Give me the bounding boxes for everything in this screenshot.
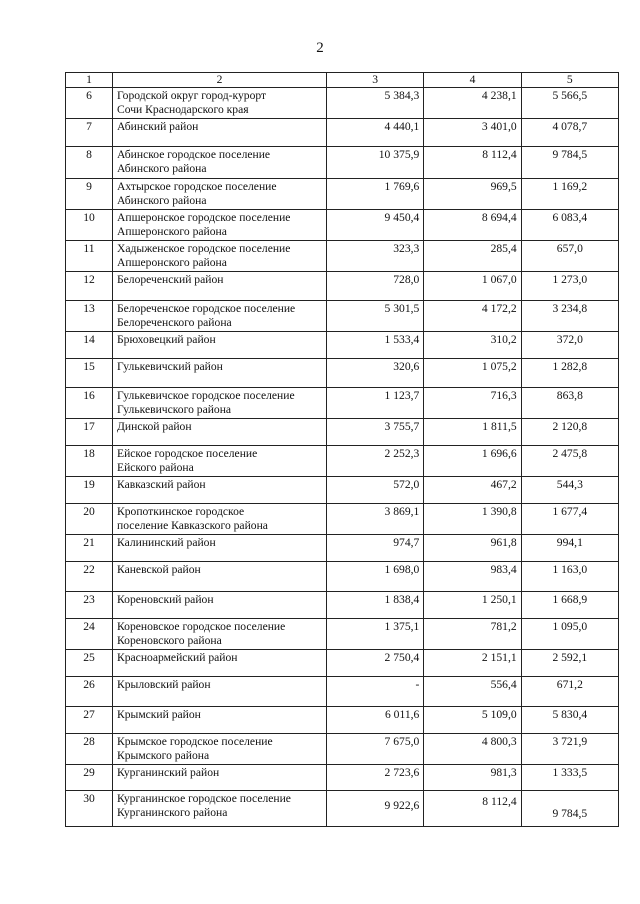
row-value-col4: 969,5 <box>490 180 517 193</box>
table-row <box>66 301 619 332</box>
table-row <box>66 359 619 388</box>
row-value-col4: 5 109,0 <box>481 708 517 721</box>
row-value-col5: 6 083,4 <box>552 211 588 224</box>
header-col-1: 1 <box>66 73 113 88</box>
row-value-col3: 1 838,4 <box>384 593 420 606</box>
row-value-col3: 7 675,0 <box>384 735 420 748</box>
row-value-col4: 467,2 <box>490 478 517 491</box>
table-row <box>66 707 619 734</box>
row-value-col3: 1 123,7 <box>384 389 420 402</box>
row-name: Белореченский район <box>117 273 224 286</box>
table-row <box>66 147 619 179</box>
row-name: Брюховецкий район <box>117 333 216 346</box>
row-number: 17 <box>83 420 95 433</box>
row-value-col3: 2 252,3 <box>384 447 420 460</box>
row-name: Крыловский район <box>117 678 211 691</box>
row-value-col5: 5 830,4 <box>552 708 588 721</box>
row-value-col5: 1 273,0 <box>552 273 588 286</box>
row-value-col3: 1 698,0 <box>384 563 420 576</box>
row-value-col4: 2 151,1 <box>481 651 517 664</box>
table-row <box>66 446 619 477</box>
row-value-col3: 6 011,6 <box>384 708 420 721</box>
row-value-col5: 994,1 <box>556 536 583 549</box>
row-value-col3: 9 450,4 <box>384 211 420 224</box>
row-value-col3: 1 375,1 <box>384 620 420 633</box>
table-row <box>66 88 619 119</box>
table-row <box>66 272 619 301</box>
row-number: 10 <box>83 211 95 224</box>
table-row <box>66 535 619 562</box>
row-name: Абинский район <box>117 120 199 133</box>
row-value-col4: 4 238,1 <box>481 89 517 102</box>
row-name: Абинское городское поселение Абинского района <box>117 148 271 175</box>
row-value-col4: 1 696,6 <box>481 447 517 460</box>
row-value-col3: 1 533,4 <box>384 333 420 346</box>
row-value-col4: 3 401,0 <box>481 120 517 133</box>
row-value-col4: 285,4 <box>490 242 517 255</box>
row-name: Ахтырское городское поселение Абинского района <box>117 180 277 207</box>
row-value-col5: 2 592,1 <box>552 651 588 664</box>
row-number: 19 <box>83 478 95 491</box>
row-value-col3: 2 750,4 <box>384 651 420 664</box>
row-name: Хадыженское городское поселение Апшеронского района <box>117 242 291 269</box>
row-value-col3: 1 769,6 <box>384 180 420 193</box>
row-value-col4: 4 800,3 <box>481 735 517 748</box>
table-header-row <box>66 73 619 88</box>
row-value-col4: 556,4 <box>490 678 517 691</box>
row-value-col4: 1 250,1 <box>481 593 517 606</box>
row-name: Калининский район <box>117 536 216 549</box>
row-value-col3: 320,6 <box>393 360 420 373</box>
row-value-col5: 9 784,5 <box>552 148 588 161</box>
row-value-col4: 983,4 <box>490 563 517 576</box>
row-value-col4: 4 172,2 <box>481 302 517 315</box>
row-value-col3: 5 301,5 <box>384 302 420 315</box>
row-value-col3: 4 440,1 <box>384 120 420 133</box>
row-number: 15 <box>83 360 95 373</box>
row-value-col3: 974,7 <box>393 536 420 549</box>
data-table <box>65 72 619 827</box>
row-name: Кропоткинское городское поселение Кавказского района <box>117 505 268 532</box>
row-number: 23 <box>83 593 95 606</box>
row-value-col3: 3 755,7 <box>384 420 420 433</box>
row-value-col4: 981,3 <box>490 766 517 779</box>
row-name: Красноармейский район <box>117 651 238 664</box>
table-body <box>66 73 619 827</box>
row-value-col5: 9 784,5 <box>552 807 588 820</box>
row-value-col5: 2 120,8 <box>552 420 588 433</box>
table-row <box>66 504 619 535</box>
table-row <box>66 650 619 677</box>
row-value-col4: 1 811,5 <box>482 420 517 433</box>
header-col-5: 5 <box>521 73 618 88</box>
row-name: Крымское городское поселение Крымского района <box>117 735 273 762</box>
row-name: Курганинский район <box>117 766 220 779</box>
row-name: Гулькевичский район <box>117 360 223 373</box>
table-row <box>66 477 619 504</box>
table-row <box>66 734 619 765</box>
row-value-col4: 781,2 <box>490 620 517 633</box>
row-value-col5: 1 282,8 <box>552 360 588 373</box>
header-col-2: 2 <box>113 73 327 88</box>
table-row <box>66 241 619 272</box>
row-value-col5: 3 721,9 <box>552 735 588 748</box>
row-value-col3: 572,0 <box>393 478 420 491</box>
table-row <box>66 419 619 446</box>
row-value-col5: 3 234,8 <box>552 302 588 315</box>
row-number: 27 <box>83 708 95 721</box>
row-number: 24 <box>83 620 95 633</box>
row-value-col5: 5 566,5 <box>552 89 588 102</box>
row-name: Каневской район <box>117 563 201 576</box>
row-value-col4: 1 390,8 <box>481 505 517 518</box>
row-number: 8 <box>86 148 92 161</box>
row-value-col3: 5 384,3 <box>384 89 420 102</box>
row-number: 18 <box>83 447 95 460</box>
table-row <box>66 119 619 147</box>
row-value-col4: 8 112,4 <box>482 795 517 808</box>
row-value-col4: 1 067,0 <box>481 273 517 286</box>
row-name: Курганинское городское поселение Курганинского района <box>117 792 291 819</box>
row-name: Кореновский район <box>117 593 214 606</box>
row-value-col3: 10 375,9 <box>378 148 420 161</box>
row-name: Динской район <box>117 420 192 433</box>
row-value-col5: 2 475,8 <box>552 447 588 460</box>
row-value-col3: 3 869,1 <box>384 505 420 518</box>
row-value-col3: 9 922,6 <box>384 799 420 812</box>
row-value-col5: 1 163,0 <box>552 563 588 576</box>
row-value-col3: - <box>415 678 420 691</box>
table-row <box>66 592 619 619</box>
table-row <box>66 677 619 707</box>
table-row <box>66 765 619 791</box>
row-number: 20 <box>83 505 95 518</box>
header-col-3: 3 <box>327 73 424 88</box>
row-number: 26 <box>83 678 95 691</box>
row-number: 13 <box>83 302 95 315</box>
row-number: 21 <box>83 536 95 549</box>
row-number: 11 <box>83 242 95 255</box>
table-row <box>66 210 619 241</box>
row-name: Крымский район <box>117 708 201 721</box>
row-value-col5: 1 668,9 <box>552 593 588 606</box>
row-value-col4: 8 112,4 <box>482 148 517 161</box>
row-number: 7 <box>86 120 92 133</box>
row-name: Городской округ город-курорт Сочи Краснодарского края <box>117 89 267 116</box>
row-number: 12 <box>83 273 95 286</box>
row-value-col4: 310,2 <box>490 333 517 346</box>
table-row <box>66 179 619 210</box>
row-value-col5: 1 095,0 <box>552 620 588 633</box>
row-value-col5: 1 169,2 <box>552 180 588 193</box>
row-number: 16 <box>83 389 95 402</box>
row-number: 6 <box>86 89 92 102</box>
row-value-col3: 2 723,6 <box>384 766 420 779</box>
row-value-col5: 372,0 <box>556 333 583 346</box>
row-value-col5: 657,0 <box>556 242 583 255</box>
row-value-col4: 8 694,4 <box>481 211 517 224</box>
row-name: Белореченское городское поселение Белореченского района <box>117 302 296 329</box>
page-number: 2 <box>316 40 324 56</box>
table-row <box>66 562 619 592</box>
row-number: 14 <box>83 333 95 346</box>
row-name: Кореновское городское поселение Кореновского района <box>117 620 286 647</box>
row-value-col5: 671,2 <box>556 678 583 691</box>
row-value-col5: 1 333,5 <box>552 766 588 779</box>
row-value-col5: 863,8 <box>556 389 583 402</box>
table-row <box>66 619 619 650</box>
table-row <box>66 388 619 419</box>
row-name: Ейское городское поселение Ейского района <box>117 447 258 474</box>
row-value-col4: 961,8 <box>490 536 517 549</box>
row-value-col3: 728,0 <box>393 273 420 286</box>
row-name: Гулькевичское городское поселение Гулькевичского района <box>117 389 295 416</box>
row-number: 29 <box>83 766 95 779</box>
table-row <box>66 332 619 359</box>
row-number: 22 <box>83 563 95 576</box>
row-number: 9 <box>86 180 92 193</box>
row-number: 28 <box>83 735 95 748</box>
row-value-col5: 4 078,7 <box>552 120 588 133</box>
row-value-col4: 1 075,2 <box>481 360 517 373</box>
row-value-col5: 1 677,4 <box>552 505 588 518</box>
header-col-4: 4 <box>424 73 521 88</box>
row-value-col3: 323,3 <box>393 242 420 255</box>
row-value-col5: 544,3 <box>556 478 583 491</box>
row-name: Кавказский район <box>117 478 206 491</box>
row-value-col4: 716,3 <box>490 389 517 402</box>
row-number: 25 <box>83 651 95 664</box>
table-row <box>66 791 619 827</box>
row-name: Апшеронское городское поселение Апшеронского района <box>117 211 291 238</box>
row-number: 30 <box>83 792 95 805</box>
